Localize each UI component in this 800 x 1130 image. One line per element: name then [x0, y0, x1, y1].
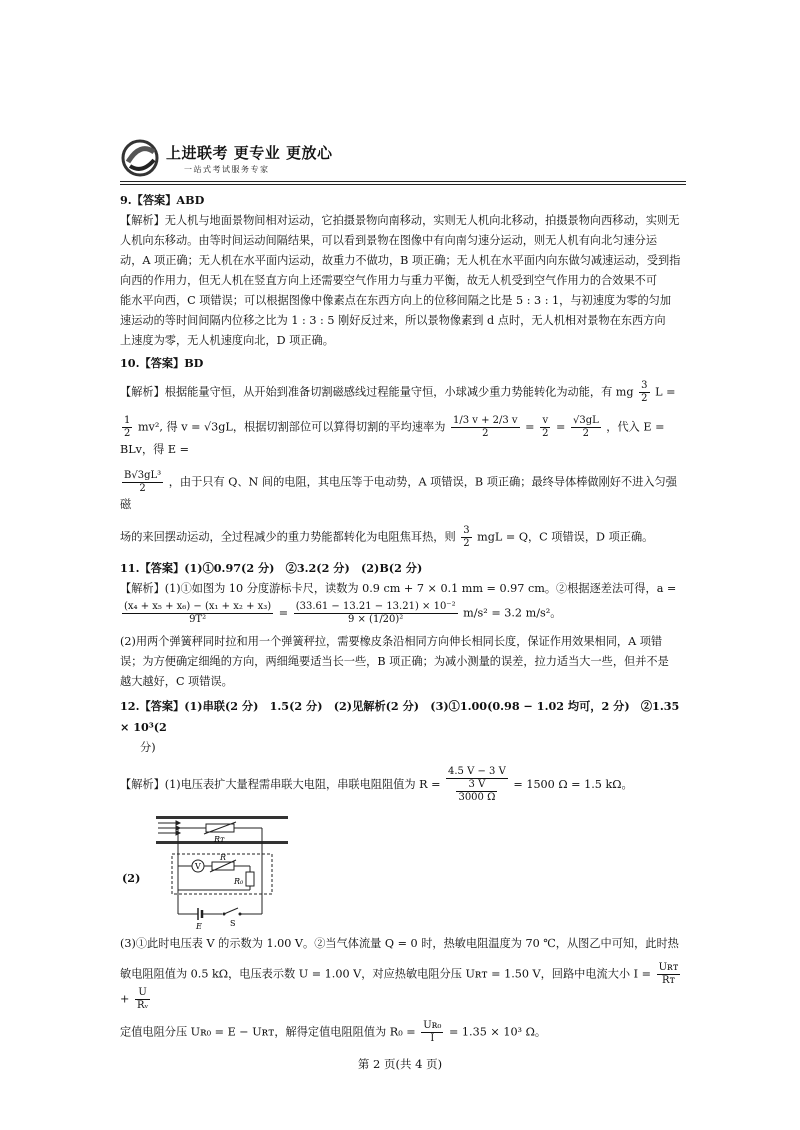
s-label: S [230, 919, 236, 928]
brand-tagline: 一站式考试服务专家 [184, 165, 270, 174]
q11-line4: 误；为方便确定细绳的方向，两细绳要适当长一些，B 项正确；为减小测量的误差，拉力适当大一些，但并不是 [120, 655, 669, 668]
fraction: $\frac{\text{(x₄ + x₅ + x₆) − (x₁ + x₂ + x₃)}}{\text{9T²}}$ [124, 601, 272, 625]
fraction: $\frac{U}{\text{Rᵥ}}$ [136, 987, 149, 1011]
q9-exp-line: 上速度为零，无人机速度向北，D 项正确。 [120, 334, 334, 347]
e-label: E [196, 922, 202, 930]
q11-line1: 【解析】(1)①如图为 10 分度游标卡尺，读数为 0.9 cm + 7 × 0.1 mm = 0.97 cm。②根据逐差法可得，a = [120, 582, 677, 595]
fraction: $\frac{v}{2}$ [542, 415, 549, 439]
q10-line2: $\frac{1}{2}$ mv², 得 v = √3gL，根据切割部位可以算得切割的平均速率为 $\frac{1/3 v + 2/3 v}{2}$ = $\frac{v}{2}$ = $\frac{√3gL}{2}$ ，代入 E = BLv，得 E = [120, 415, 665, 456]
q12-answer-cont: 分) [140, 741, 156, 754]
q9-exp-line: 【解析】无人机与地面景物间相对运动，它拍摄景物向南移动，实则无人机向北移动，拍摄景物向西移动，实则无 [120, 214, 680, 227]
q10-line3: $\frac{\text{B√3gL³}}{2}$ ，由于只有 Q、N 间的电阻，其电压等于电动势，A 项错误，B 项正确；最终导体棒做刚好不进入匀强磁 [120, 470, 677, 511]
q9-exp-line: 速运动的等时间间隔内位移之比为 1 : 3 : 5 刚好反过来，所以景物像素到 d 点时，无人机相对景物在东西方向 [120, 314, 666, 327]
q12-line4: 敏电阻阻值为 0.5 kΩ，电压表示数 U = 1.00 V，对应热敏电阻分压 Uʀᴛ = 1.50 V，回路中电流大小 I = $\frac{\text{Uʀᴛ}}{\text{Rᴛ}}$ + $\frac{U}{\text{Rᵥ}}$ [120, 962, 679, 1011]
q9-exp-line: 向西的作用力，但无人机在竖直方向上还需要空气作用力与重力平衡，故无人机受到空气作用力的合效果不可 [120, 274, 658, 287]
fraction: $\frac{1/3 v + 2/3 v}{2}$ [452, 415, 518, 439]
q9-exp-line: 人机向东移动。由等时间运动间隔结果，可以看到景物在图像中有向南匀速分运动，则无人机有向北匀速分运 [120, 234, 658, 247]
q11-line3: (2)用两个弹簧秤同时拉和用一个弹簧秤拉，需要橡皮条沿相同方向伸长相同长度，保证作用效果相同，A 项错 [120, 635, 663, 648]
voltmeter-label: V [195, 862, 201, 871]
fraction: $\frac{\text{(33.61 − 13.21 − 13.21) × 10⁻²}}{\text{9 × (1/20)²}}$ [295, 601, 456, 625]
fraction: $\frac{√3gL}{2}$ [572, 415, 599, 439]
diagram-label: (2) [122, 871, 141, 885]
r-label: R [220, 853, 227, 862]
circuit-svg [150, 810, 300, 930]
q9-answer: 9.【答案】ABD [120, 193, 205, 207]
q11-answer: 11.【答案】(1)①0.97(2 分) ②3.2(2 分) (2)B(2 分) [120, 561, 423, 575]
fraction: $\frac{\text{Uʀ₀}}{I}$ [423, 1020, 442, 1044]
q12-answer: 12.【答案】(1)串联(2 分) 1.5(2 分) (2)见解析(2 分) (3)①1.00(0.98 − 1.02 均可，2 分) ②1.35 × 10³(2 [120, 699, 680, 734]
q12-line1: 【解析】(1)电压表扩大量程需串联大电阻，串联电阻阻值为 R = $\frac{4.5 V - 3 V}{\frac{3 V}{3000 \Omega}}$ = 1500 Ω = 1.5 kΩ。 [120, 766, 633, 803]
q9-exp-line: 动，A 项正确；无人机在水平面内运动，故重力不做功，B 项正确；无人机在水平面内向东做匀减速运动，受到指 [120, 254, 681, 267]
q9-exp-line: 能水平向西，C 项错误；可以根据图像中像素点在东西方向上的位移间隔之比是 5 : 3 : 1，与初速度为零的匀加 [120, 294, 672, 307]
content [120, 190, 686, 1045]
rt-label: Rᴛ [214, 835, 225, 844]
q10-line1: 【解析】根据能量守恒，从开始到准备切割磁感线过程能量守恒，小球减少重力势能转化为动能，有 mg $\frac{3}{2}$ L = [120, 380, 676, 404]
circuit-diagram [120, 810, 686, 930]
q10-line4: 场的来回摆动运动，全过程减少的重力势能都转化为电阻焦耳热，则 $\frac{3}{2}$ mgL = Q，C 项错误，D 项正确。 [120, 525, 654, 549]
r0-label: R₀ [234, 877, 244, 886]
fraction: $\frac{\text{B√3gL³}}{2}$ [124, 470, 162, 494]
brand-name: 上进联考 更专业 更放心 [166, 144, 333, 162]
fraction: $\frac{4.5 V - 3 V}{\frac{3 V}{3000 \Omega}}$ [448, 766, 506, 803]
fraction: $\frac{1}{2}$ [124, 415, 131, 439]
fraction: $\frac{3}{2}$ [641, 380, 648, 404]
fraction: $\frac{3}{2}$ [463, 525, 470, 549]
q11-line5: 越大越好，C 项错误。 [120, 675, 233, 688]
q11-line2: $\frac{\text{(x₄ + x₅ + x₆) − (x₁ + x₂ + x₃)}}{\text{9T²}}$ = $\frac{\text{(33.61 − 13.21 − 13.21) × 10⁻²}}{\text{9 × (1/20)²}}$ m/s² = 3.2 m/s²。 [124, 601, 562, 625]
header-rule [120, 181, 686, 182]
q12-line5: 定值电阻分压 Uʀ₀ = E − Uʀᴛ，解得定值电阻阻值为 R₀ = $\frac{\text{Uʀ₀}}{I}$ = 1.35 × 10³ Ω。 [120, 1020, 547, 1044]
logo-icon [120, 136, 164, 180]
q12-line3: (3)①此时电压表 V 的示数为 1.00 V。②当气体流量 Q = 0 时，热敏电阻温度为 70 ℃，从图乙中可知，此时热 [120, 937, 679, 950]
page-footer: 第 2 页(共 4 页) [357, 1057, 443, 1071]
header-rule-thin [120, 184, 686, 185]
header [120, 136, 360, 180]
q10-answer: 10.【答案】BD [120, 356, 204, 370]
fraction: $\frac{\text{Uʀᴛ}}{\text{Rᴛ}}$ [658, 962, 679, 986]
